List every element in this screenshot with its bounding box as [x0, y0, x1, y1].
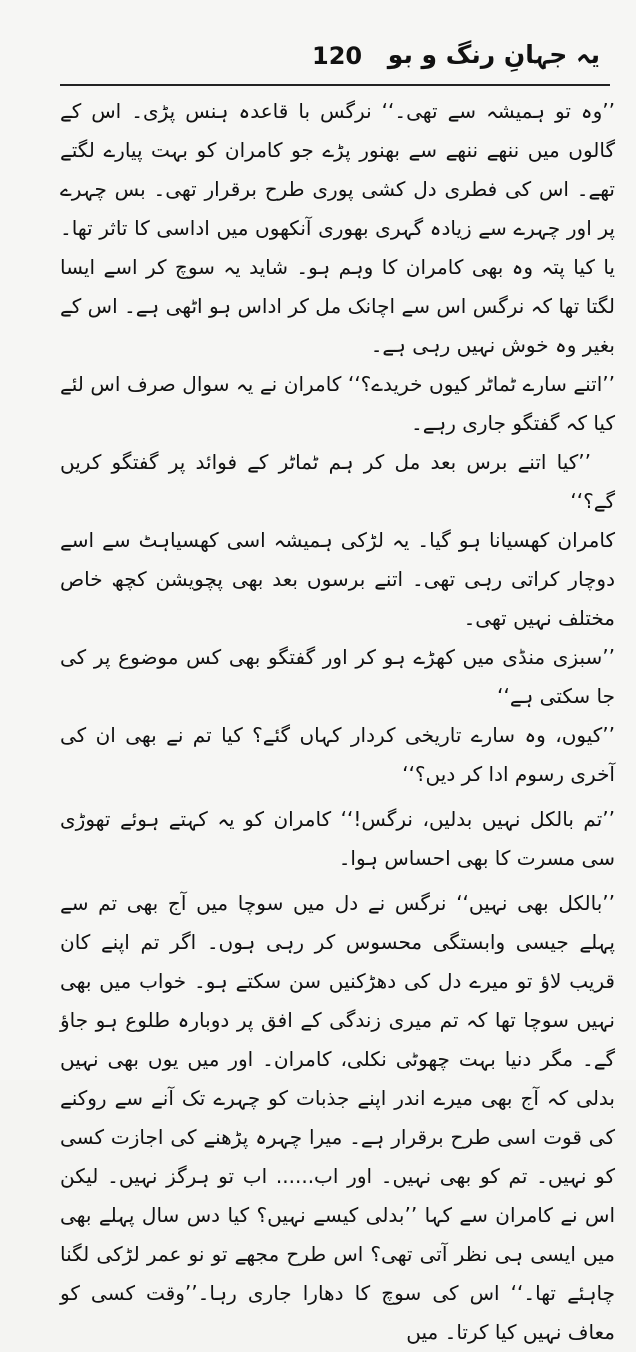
paragraph-8: ’’بالکل بھی نہیں‘‘ نرگس نے دل میں سوچا میں آج بھی تم سے پہلے جیسی وابستگی محسوس کر رہی ہوں۔ اگر تم اپنے کان قریب لاؤ تو میرے دل کی دھڑکنیں سن سکتے ہو۔ خواب میں بھی نہیں سوچا تھا کہ تم میری زندگی کے افق پر دوبارہ طلوع ہو جاؤ گے۔ مگر دنیا بہت چھوٹی نکلی، کامران۔ اور میں یوں بھی نہیں بدلی کہ آج بھی میرے اندر اپنے جذبات کو چہرے تک آنے سے روکنے کی قوت اسی طرح برقرار ہے۔ میرا چہرہ پڑھنے کی اجازت کسی کو نہیں۔ تم کو بھی نہیں۔ اور اب...... اب تو ہرگز نہیں۔ لیکن اس نے کامران سے کہا ’’بدلی کیسے نہیں؟ کیا دس سال پہلے بھی میں ایسی ہی نظر آتی تھی؟ اس طرح مجھے تو نو عمر لڑکی لگنا چاہئے تھا۔‘‘ اس کی سوچ کا دھارا جاری رہا۔’’وقت کسی کو معاف نہیں کیا کرتا۔ میں — [60, 891, 615, 1344]
paragraph-4: کامران کھسیانا ہو گیا۔ یہ لڑکی ہمیشہ اسی کھسیاہٹ سے اسے دوچار کراتی رہی تھی۔ اتنے برسوں بعد بھی پچویشن کچھ خاص مختلف نہیں تھی۔ — [60, 528, 615, 630]
page-body — [60, 92, 615, 1352]
paragraph-6: ’’کیوں، وہ سارے تاریخی کردار کہاں گئے؟ کیا تم نے بھی ان کی آخری رسوم ادا کر دیں؟‘‘ — [60, 723, 615, 786]
paragraph-3: ’’کیا اتنے برس بعد مل کر ہم ٹماٹر کے فوائد پر گفتگو کریں گے؟‘‘ — [60, 450, 615, 513]
book-title: یہ جہانِ رنگ و بو — [387, 40, 600, 69]
paragraph-7: ’’تم بالکل نہیں بدلیں، نرگس!‘‘ کامران کو یہ کہتے ہوئے تھوڑی سی مسرت کا بھی احساس ہوا۔ — [60, 807, 615, 870]
page-number: 120 — [312, 42, 363, 70]
paragraph-5: ’’سبزی منڈی میں کھڑے ہو کر اور گفتگو بھی کس موضوع پر کی جا سکتی ہے‘‘ — [60, 645, 615, 708]
page-header — [60, 40, 600, 80]
header-rule — [60, 84, 610, 86]
paragraph-2: ’’اتنے سارے ٹماٹر کیوں خریدے؟‘‘ کامران نے یہ سوال صرف اس لئے کیا کہ گفتگو جاری رہے۔ — [60, 372, 615, 435]
paragraph-1: ’’وہ تو ہمیشہ سے تھی۔‘‘ نرگس با قاعدہ ہنس پڑی۔ اس کے گالوں میں ننھے ننھے سے بھنور پڑے جو کامران کو بہت پیارے لگتے تھے۔ اس کی فطری دل کشی پوری طرح برقرار تھی۔ بس چہرے پر اور چہرے سے زیادہ گہری بھوری آنکھوں میں اداسی کا تاثر تھا۔ یا کیا پتہ وہ بھی کامران کا وہم ہو۔ شاید یہ سوچ کر اسے ایسا لگتا تھا کہ نرگس اس سے اچانک مل کر اداس ہو اٹھی ہے۔ اس کے بغیر وہ خوش نہیں رہی ہے۔ — [60, 99, 615, 357]
